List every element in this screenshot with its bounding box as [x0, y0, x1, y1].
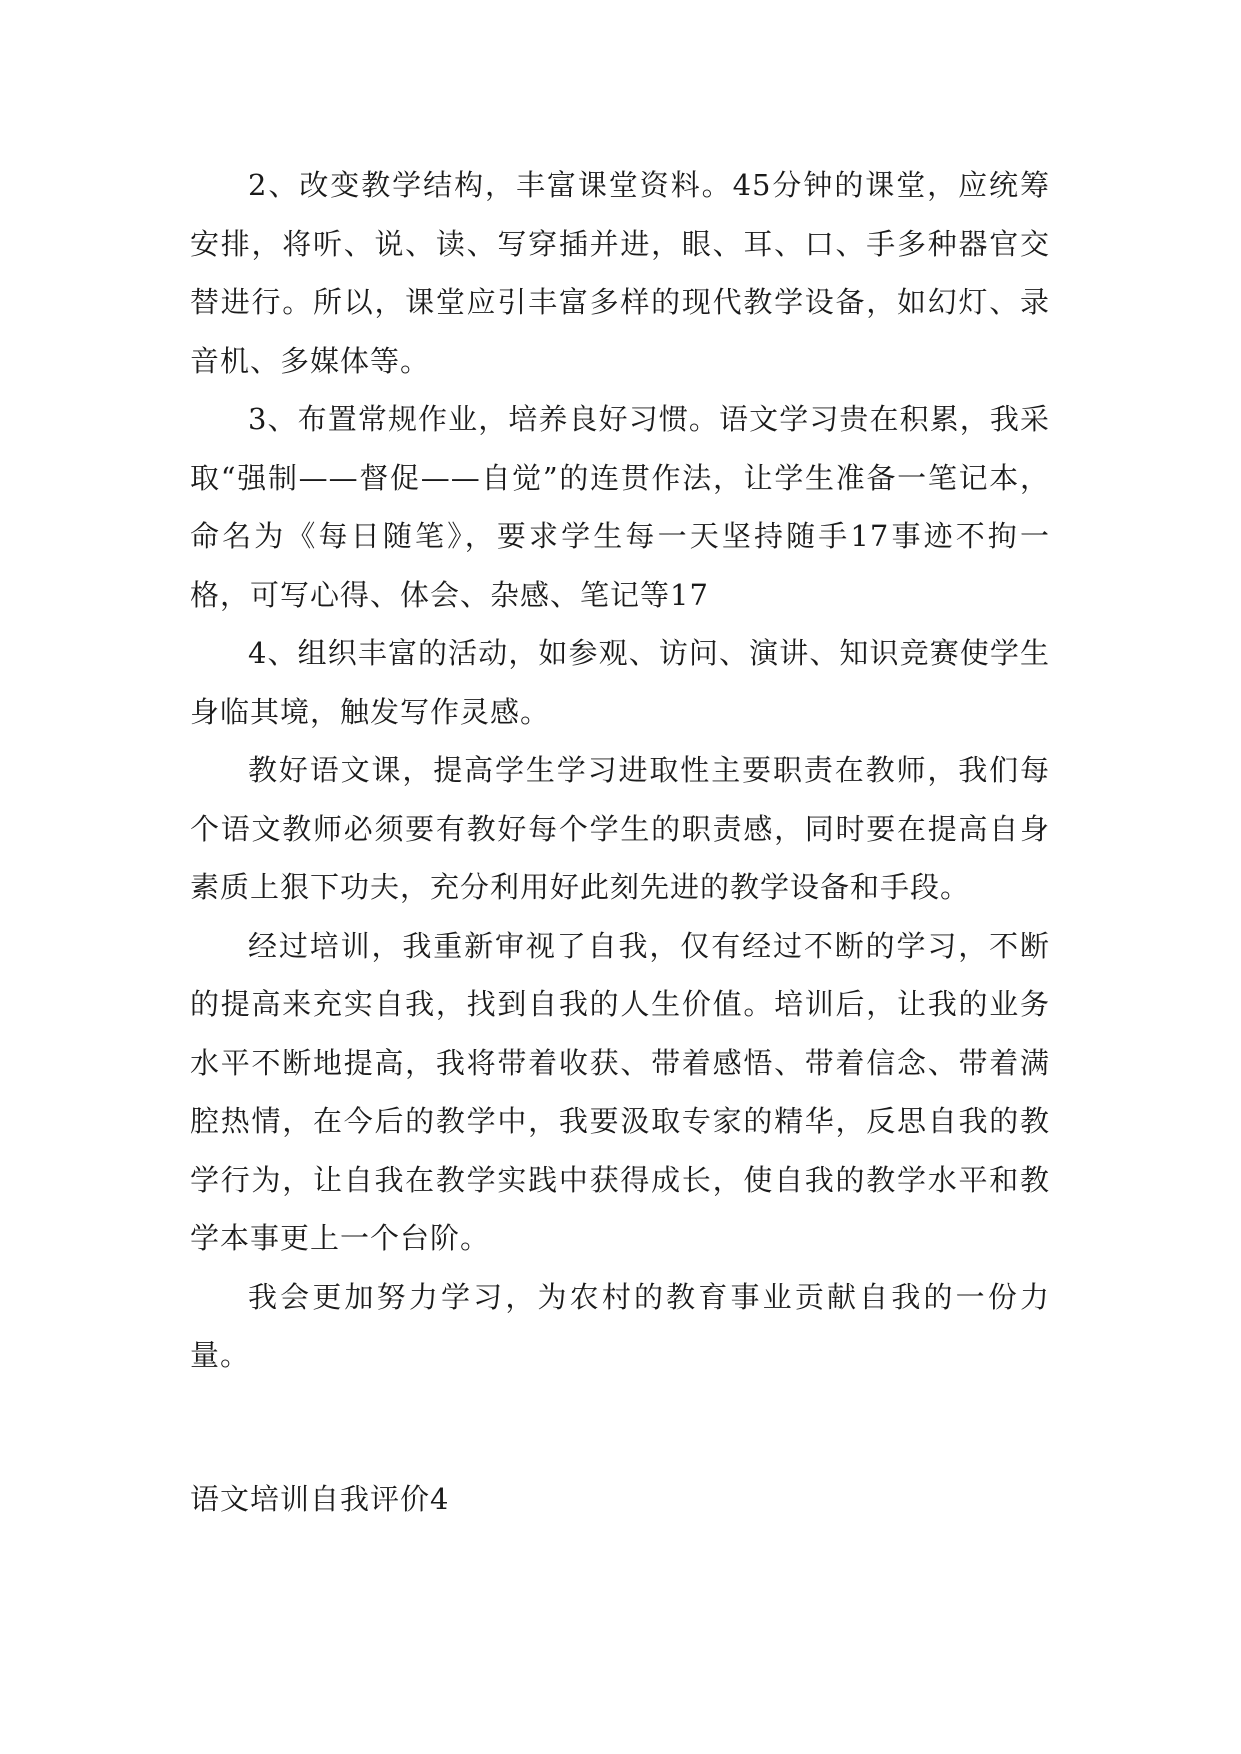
- paragraph-activities: 4、组织丰富的活动，如参观、访问、演讲、知识竞赛使学生身临其境，触发写作灵感。: [190, 636, 1050, 729]
- section-heading: 语文培训自我评价4: [190, 1482, 450, 1516]
- paragraph-training-reflection: 经过培训，我重新审视了自我，仅有经过不断的学习，不断的提高来充实自我，找到自我的人生价值。培训后，让我的业务水平不断地提高，我将带着收获、带着感悟、带着信念、带着满腔热情，在今后的教学中，我要汲取专家的精华，反思自我的教学行为，让自我在教学实践中获得成长，使自我的教学水平和教学本事更上一个台阶。: [190, 928, 1050, 1255]
- paragraph-teaching-structure: 2、改变教学结构，丰富课堂资料。45分钟的课堂，应统筹安排，将听、说、读、写穿插并进，眼、耳、口、手多种器官交替进行。所以，课堂应引丰富多样的现代教学设备，如幻灯、录音机、多媒体等。: [190, 168, 1050, 378]
- document-body: [190, 156, 1050, 1385]
- paragraph-commitment: 我会更加努力学习，为农村的教育事业贡献自我的一份力量。: [190, 1279, 1050, 1372]
- paragraph-homework-habits: 3、布置常规作业，培养良好习惯。语文学习贵在积累，我采取“强制——督促——自觉”的连贯作法，让学生准备一笔记本，命名为《每日随笔》，要求学生每一天坚持随手17事迹不拘一格，可写心得、体会、杂感、笔记等17: [190, 402, 1050, 612]
- paragraph-teacher-responsibility: 教好语文课，提高学生学习进取性主要职责在教师，我们每个语文教师必须要有教好每个学生的职责感，同时要在提高自身素质上狠下功夫，充分利用好此刻先进的教学设备和手段。: [190, 753, 1050, 904]
